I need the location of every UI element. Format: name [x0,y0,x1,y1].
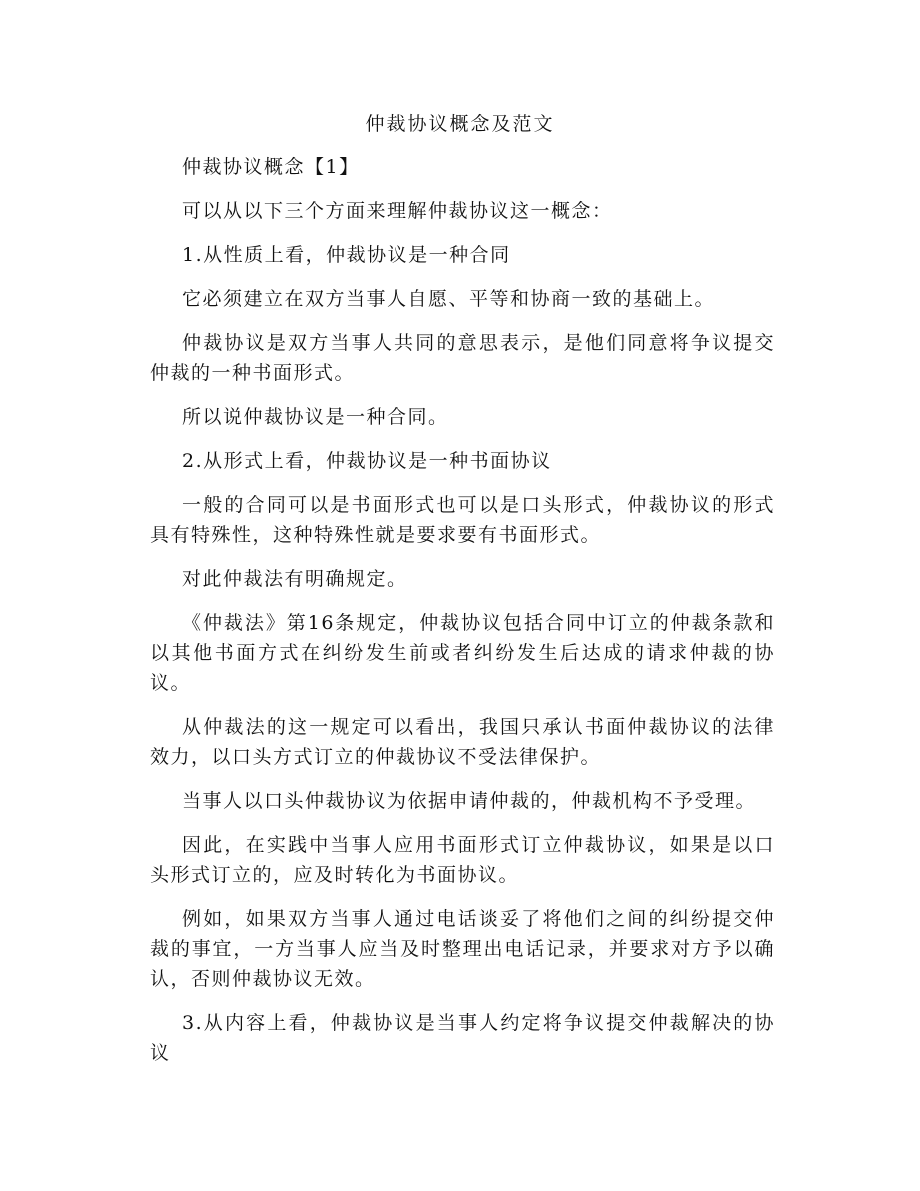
paragraph: 当事人以口头仲裁协议为依据申请仲裁的，仲裁机构不予受理。 [182,790,757,812]
paragraph: 它必须建立在双方当事人自愿、平等和协商一致的基础上。 [182,288,716,310]
paragraph: 所以说仲裁协议是一种合同。 [182,406,449,428]
paragraph: 可以从以下三个方面来理解仲裁协议这一概念： [182,200,613,222]
paragraph: 例如，如果双方当事人通过电话谈妥了将他们之间的纠纷提交仲裁的事宜，一方当事人应当及时整理出电话记录，并要求对方予以确认，否则仲裁协议无效。 [150,908,775,990]
paragraph: 对此仲裁法有明确规定。 [182,568,408,590]
paragraph: 一般的合同可以是书面形式也可以是口头形式，仲裁协议的形式具有特殊性，这种特殊性就是要求要有书面形式。 [150,494,775,546]
document-body [150,152,775,1082]
paragraph: 仲裁协议是双方当事人共同的意思表示，是他们同意将争议提交仲裁的一种书面形式。 [150,332,775,384]
paragraph: 1.从性质上看，仲裁协议是一种合同 [182,244,511,266]
paragraph: 3.从内容上看，仲裁协议是当事人约定将争议提交仲裁解决的协议 [150,1012,775,1064]
paragraph: 仲裁协议概念【1】 [182,156,360,178]
document-title: 仲裁协议概念及范文 [365,113,555,135]
paragraph: 从仲裁法的这一规定可以看出，我国只承认书面仲裁协议的法律效力，以口头方式订立的仲裁协议不受法律保护。 [150,716,775,768]
paragraph: 2.从形式上看，仲裁协议是一种书面协议 [182,450,552,472]
paragraph: 因此，在实践中当事人应用书面形式订立仲裁协议，如果是以口头形式订立的，应及时转化为书面协议。 [150,834,775,886]
paragraph: 《仲裁法》第16条规定，仲裁协议包括合同中订立的仲裁条款和以其他书面方式在纠纷发生前或者纠纷发生后达成的请求仲裁的协议。 [150,612,775,694]
